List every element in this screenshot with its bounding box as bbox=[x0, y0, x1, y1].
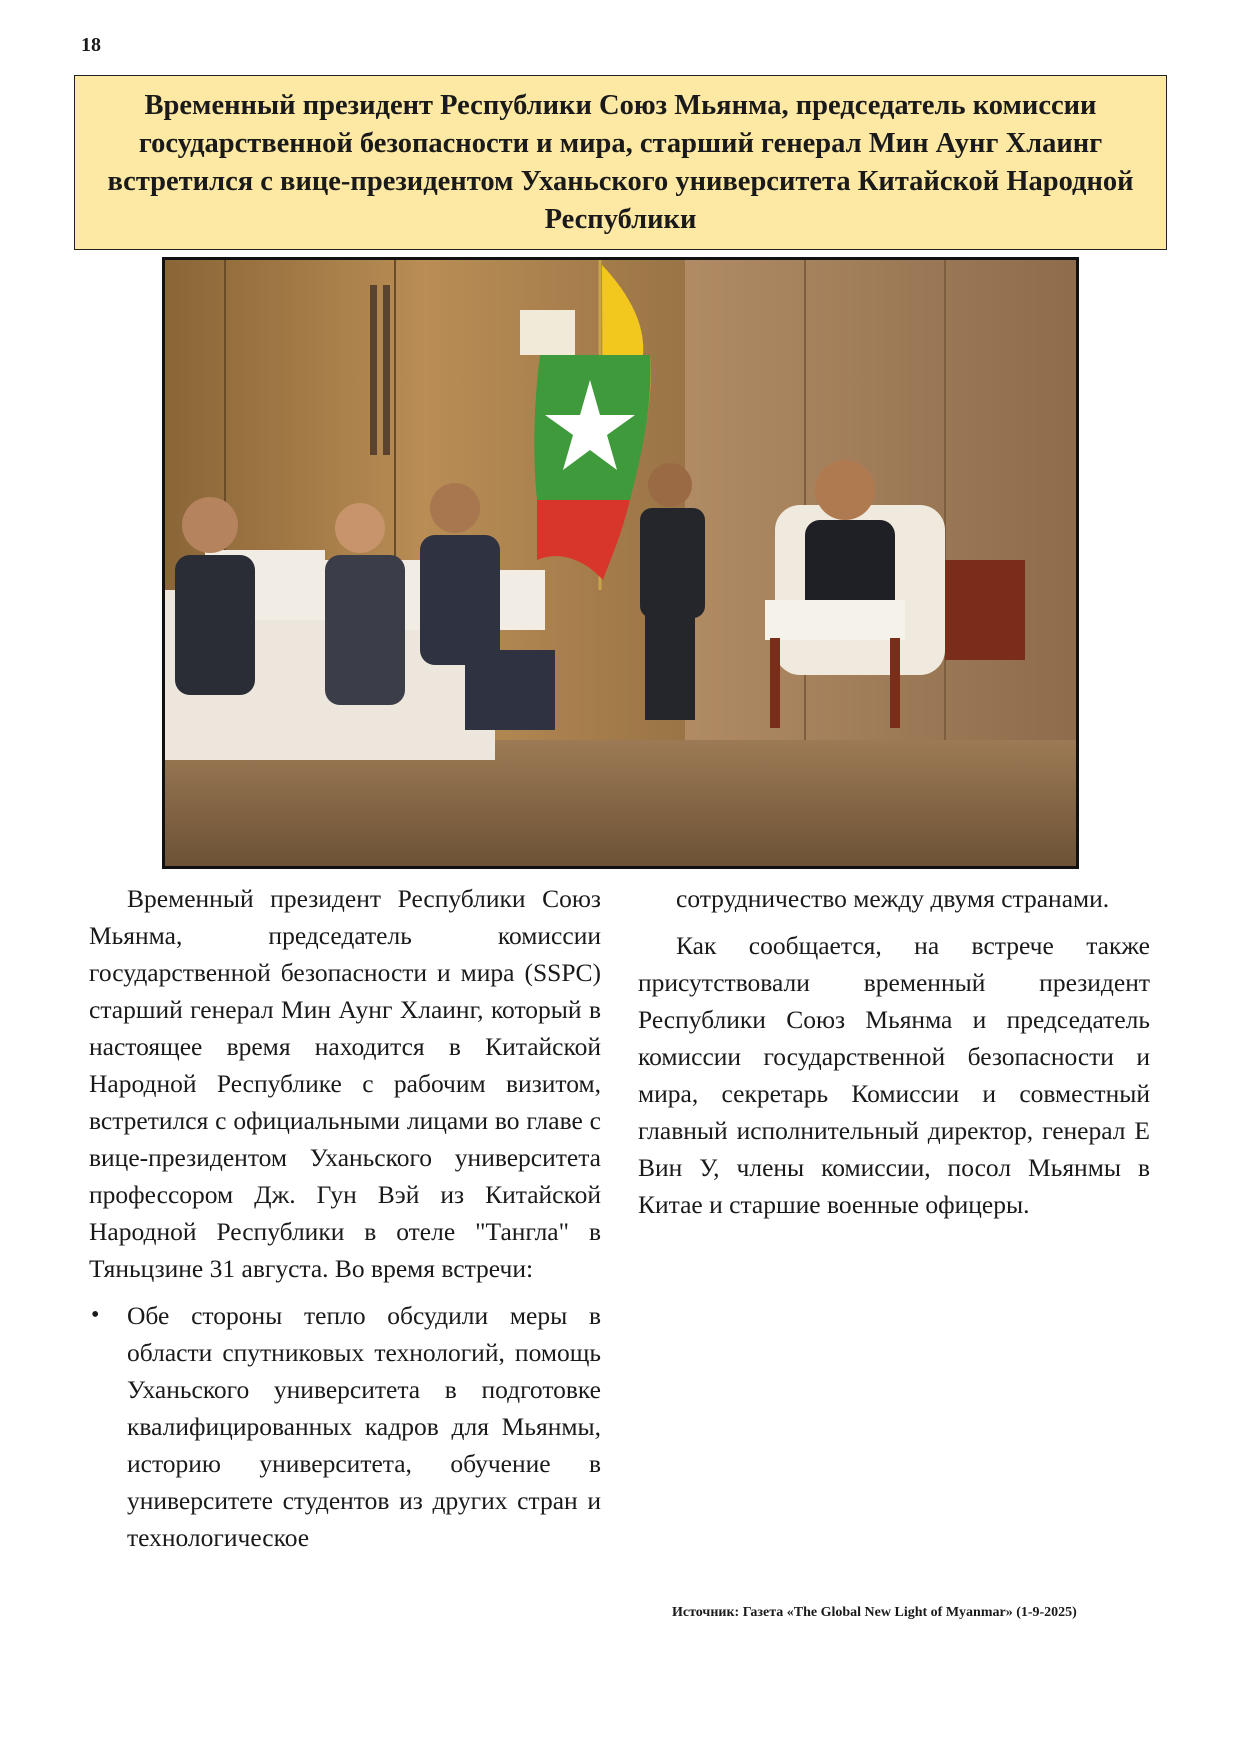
list-item: • Обе стороны тепло обсудили меры в области спутниковых технологий, помощь Уханьского университета в подготовке квалифицированных кадров для Мьянмы, историю университета, обучение в университете студентов из других стран и технологическое bbox=[89, 1297, 601, 1556]
meeting-photo bbox=[162, 257, 1079, 869]
meeting-points-list bbox=[89, 1297, 601, 1556]
intro-paragraph: Временный президент Республики Союз Мьянма, председатель комиссии государственной безопасности и мира (SSPC) старший генерал Мин Аунг Хлаинг, который в настоящее время находится в Китайской Народной Республике с рабочим визитом, встретился с официальными лицами во главе с вице-президентом Уханьского университета профессором Дж. Гун Вэй из Китайской Народной Республики в отеле "Тангла" в Тяньцзине 31 августа. Во время встречи: bbox=[89, 884, 601, 1283]
right-column bbox=[638, 880, 1150, 1223]
page-number: 18 bbox=[81, 34, 101, 56]
attendees-paragraph: Как сообщается, на встрече также присутствовали временный президент Республики Союз Мьянма и председатель комиссии государственной безопасности и мира, секретарь Комиссии и совместный главный исполнительный директор, генерал Е Вин У, члены комиссии, посол Мьянмы в Китае и старшие военные офицеры. bbox=[638, 931, 1150, 1219]
article-title: Временный президент Республики Союз Мьянма, председатель комиссии государственной безопасности и мира, старший генерал Мин Аунг Хлаинг встретился с вице-президентом Уханьского университета Китайской Народной Республики bbox=[107, 89, 1134, 235]
title-box bbox=[74, 75, 1167, 250]
meeting-photo-illustration bbox=[165, 260, 1076, 866]
source-credit: Источник: Газета «The Global New Light of Myanmar» (1-9-2025) bbox=[672, 1605, 1077, 1620]
bullet-continuation: сотрудничество между двумя странами. bbox=[676, 884, 1110, 913]
left-column bbox=[89, 880, 601, 1556]
